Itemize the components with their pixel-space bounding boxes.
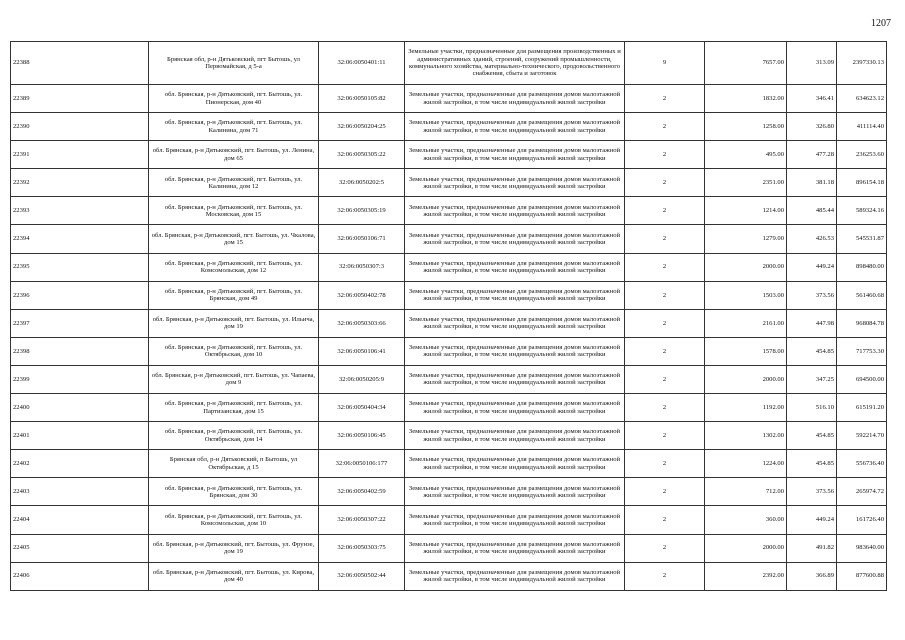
cadastral-value-cell: 411114.40 (837, 113, 887, 141)
table-row (11, 281, 887, 309)
cadastral-number-cell: 32:06:0050106:71 (319, 225, 405, 253)
cadastral-number-cell: 32:06:0050204:25 (319, 113, 405, 141)
specific-value-cell: 516.10 (787, 394, 837, 422)
permitted-use-cell: Земельные участки, предназначенные для размещения домов малоэтажной жилой застройки, в том числе индивидуальной жилой застройки (405, 169, 625, 197)
area-cell: 1503.00 (705, 281, 787, 309)
cadastral-number-cell: 32:06:0050205:9 (319, 365, 405, 393)
table-row (11, 197, 887, 225)
use-group-cell: 2 (625, 225, 705, 253)
permitted-use-cell: Земельные участки, предназначенные для размещения домов малоэтажной жилой застройки, в том числе индивидуальной жилой застройки (405, 422, 625, 450)
area-cell: 495.00 (705, 141, 787, 169)
table-row (11, 506, 887, 534)
record-number-cell: 22398 (11, 337, 149, 365)
specific-value-cell: 477.28 (787, 141, 837, 169)
cadastral-number-cell: 32:06:0050106:45 (319, 422, 405, 450)
cadastral-value-cell: 896154.18 (837, 169, 887, 197)
area-cell: 1224.00 (705, 450, 787, 478)
use-group-cell: 2 (625, 281, 705, 309)
specific-value-cell: 485.44 (787, 197, 837, 225)
address-cell: обл. Брянская, р-н Дятьковский, пгт. Бытошь, ул. Калинина, дом 71 (149, 113, 319, 141)
record-number-cell: 22406 (11, 562, 149, 590)
cadastral-value-cell: 694500.00 (837, 365, 887, 393)
table-row (11, 141, 887, 169)
cadastral-number-cell: 32:06:0050106:41 (319, 337, 405, 365)
cadastral-value-cell: 968084.78 (837, 309, 887, 337)
record-number-cell: 22389 (11, 85, 149, 113)
area-cell: 2392.00 (705, 562, 787, 590)
permitted-use-cell: Земельные участки, предназначенные для размещения домов малоэтажной жилой застройки, в том числе индивидуальной жилой застройки (405, 113, 625, 141)
area-cell: 2000.00 (705, 534, 787, 562)
table-row (11, 478, 887, 506)
area-cell: 1832.00 (705, 85, 787, 113)
address-cell: обл. Брянская, р-н Дятьковский, пгт. Бытошь, ул. Чапаева, дом 9 (149, 365, 319, 393)
table-row (11, 169, 887, 197)
cadastral-value-cell: 556736.40 (837, 450, 887, 478)
specific-value-cell: 491.82 (787, 534, 837, 562)
record-number-cell: 22399 (11, 365, 149, 393)
address-cell: обл. Брянская, р-н Дятьковский, пгт. Бытошь, ул. Партизанская, дом 15 (149, 394, 319, 422)
use-group-cell: 2 (625, 253, 705, 281)
specific-value-cell: 449.24 (787, 506, 837, 534)
permitted-use-cell: Земельные участки, предназначенные для размещения домов малоэтажной жилой застройки, в том числе индивидуальной жилой застройки (405, 394, 625, 422)
cadastral-value-cell: 592214.70 (837, 422, 887, 450)
specific-value-cell: 447.98 (787, 309, 837, 337)
cadastral-number-cell: 32:06:0050402:59 (319, 478, 405, 506)
area-cell: 1578.00 (705, 337, 787, 365)
record-number-cell: 22392 (11, 169, 149, 197)
address-cell: обл. Брянская, р-н Дятьковский, пгт. Бытошь, ул. Октябрьская, дом 14 (149, 422, 319, 450)
record-number-cell: 22405 (11, 534, 149, 562)
cadastral-value-cell: 161726.40 (837, 506, 887, 534)
specific-value-cell: 426.53 (787, 225, 837, 253)
permitted-use-cell: Земельные участки, предназначенные для размещения домов малоэтажной жилой застройки, в том числе индивидуальной жилой застройки (405, 562, 625, 590)
record-number-cell: 22388 (11, 42, 149, 85)
address-cell: обл. Брянская, р-н Дятьковский, пгт. Бытошь, ул. Ильича, дом 19 (149, 309, 319, 337)
area-cell: 1214.00 (705, 197, 787, 225)
table-row (11, 394, 887, 422)
address-cell: обл. Брянская, р-н Дятьковский, пгт. Бытошь, ул. Пионерская, дом 40 (149, 85, 319, 113)
permitted-use-cell: Земельные участки, предназначенные для размещения домов малоэтажной жилой застройки, в том числе индивидуальной жилой застройки (405, 197, 625, 225)
table-row (11, 85, 887, 113)
address-cell: обл. Брянская, р-н Дятьковский, пгт. Бытошь, ул. Чкалова, дом 15 (149, 225, 319, 253)
cadastral-value-cell: 717753.30 (837, 337, 887, 365)
record-number-cell: 22390 (11, 113, 149, 141)
use-group-cell: 2 (625, 506, 705, 534)
address-cell: обл. Брянская, р-н Дятьковский, пгт. Бытошь, ул. Фрунзе, дом 19 (149, 534, 319, 562)
cadastral-number-cell: 32:06:0050402:78 (319, 281, 405, 309)
address-cell: Брянская обл, р-н Дятьковский, п Бытошь, ул Октябрьская, д 15 (149, 450, 319, 478)
area-cell: 1279.00 (705, 225, 787, 253)
area-cell: 7657.00 (705, 42, 787, 85)
table-row (11, 253, 887, 281)
use-group-cell: 2 (625, 562, 705, 590)
area-cell: 1302.00 (705, 422, 787, 450)
use-group-cell: 2 (625, 141, 705, 169)
cadastral-value-cell: 983640.00 (837, 534, 887, 562)
record-number-cell: 22397 (11, 309, 149, 337)
cadastral-number-cell: 32:06:0050404:34 (319, 394, 405, 422)
permitted-use-cell: Земельные участки, предназначенные для размещения домов малоэтажной жилой застройки, в том числе индивидуальной жилой застройки (405, 337, 625, 365)
record-number-cell: 22391 (11, 141, 149, 169)
table-row (11, 365, 887, 393)
cadastral-value-cell: 2397330.13 (837, 42, 887, 85)
cadastral-number-cell: 32:06:0050502:44 (319, 562, 405, 590)
permitted-use-cell: Земельные участки, предназначенные для размещения домов малоэтажной жилой застройки, в том числе индивидуальной жилой застройки (405, 534, 625, 562)
cadastral-number-cell: 32:06:0050303:66 (319, 309, 405, 337)
specific-value-cell: 454.85 (787, 337, 837, 365)
record-number-cell: 22395 (11, 253, 149, 281)
specific-value-cell: 373.56 (787, 478, 837, 506)
cadastral-value-cell: 589324.16 (837, 197, 887, 225)
cadastral-number-cell: 32:06:0050307:22 (319, 506, 405, 534)
address-cell: обл. Брянская, р-н Дятьковский, пгт. Бытошь, ул. Калинина, дом 12 (149, 169, 319, 197)
cadastral-value-cell: 615191.20 (837, 394, 887, 422)
use-group-cell: 2 (625, 309, 705, 337)
record-number-cell: 22404 (11, 506, 149, 534)
use-group-cell: 2 (625, 534, 705, 562)
cadastral-number-cell: 32:06:0050307:3 (319, 253, 405, 281)
record-number-cell: 22402 (11, 450, 149, 478)
address-cell: обл. Брянская, р-н Дятьковский, пгт. Бытошь, ул. Ленина, дом 65 (149, 141, 319, 169)
permitted-use-cell: Земельные участки, предназначенные для размещения домов малоэтажной жилой застройки, в том числе индивидуальной жилой застройки (405, 85, 625, 113)
area-cell: 2351.00 (705, 169, 787, 197)
area-cell: 2000.00 (705, 365, 787, 393)
specific-value-cell: 366.89 (787, 562, 837, 590)
cadastral-value-cell: 634623.12 (837, 85, 887, 113)
address-cell: обл. Брянская, р-н Дятьковский, пгт. Бытошь, ул. Брянская, дом 49 (149, 281, 319, 309)
record-number-cell: 22394 (11, 225, 149, 253)
use-group-cell: 2 (625, 113, 705, 141)
table-body (11, 42, 887, 591)
page-number: 1207 (871, 18, 891, 29)
permitted-use-cell: Земельные участки, предназначенные для размещения домов малоэтажной жилой застройки, в том числе индивидуальной жилой застройки (405, 253, 625, 281)
cadastral-number-cell: 32:06:0050202:5 (319, 169, 405, 197)
table-row (11, 42, 887, 85)
table-row (11, 562, 887, 590)
specific-value-cell: 454.85 (787, 450, 837, 478)
cadastral-number-cell: 32:06:0050106:177 (319, 450, 405, 478)
permitted-use-cell: Земельные участки, предназначенные для размещения производственных и административных зданий, строений, сооружений промышленности, коммунального хозяйства, материально-технического, продовольственного снабжения, сбыта и заготовок (405, 42, 625, 85)
address-cell: обл. Брянская, р-н Дятьковский, пгт. Бытошь, ул. Брянская, дом 30 (149, 478, 319, 506)
record-number-cell: 22396 (11, 281, 149, 309)
permitted-use-cell: Земельные участки, предназначенные для размещения домов малоэтажной жилой застройки, в том числе индивидуальной жилой застройки (405, 281, 625, 309)
use-group-cell: 2 (625, 450, 705, 478)
use-group-cell: 2 (625, 422, 705, 450)
table-row (11, 225, 887, 253)
permitted-use-cell: Земельные участки, предназначенные для размещения домов малоэтажной жилой застройки, в том числе индивидуальной жилой застройки (405, 506, 625, 534)
cadastral-number-cell: 32:06:0050305:22 (319, 141, 405, 169)
use-group-cell: 2 (625, 197, 705, 225)
record-number-cell: 22401 (11, 422, 149, 450)
permitted-use-cell: Земельные участки, предназначенные для размещения домов малоэтажной жилой застройки, в том числе индивидуальной жилой застройки (405, 309, 625, 337)
cadastral-number-cell: 32:06:0050303:75 (319, 534, 405, 562)
permitted-use-cell: Земельные участки, предназначенные для размещения домов малоэтажной жилой застройки, в том числе индивидуальной жилой застройки (405, 478, 625, 506)
area-cell: 2000.00 (705, 253, 787, 281)
area-cell: 360.00 (705, 506, 787, 534)
cadastral-number-cell: 32:06:0050401:11 (319, 42, 405, 85)
specific-value-cell: 346.41 (787, 85, 837, 113)
record-number-cell: 22393 (11, 197, 149, 225)
cadastral-value-cell: 898480.00 (837, 253, 887, 281)
table-row (11, 534, 887, 562)
table-row (11, 337, 887, 365)
table-row (11, 450, 887, 478)
specific-value-cell: 326.80 (787, 113, 837, 141)
address-cell: обл. Брянская, р-н Дятьковский, пгт. Бытошь, ул. Московская, дом 15 (149, 197, 319, 225)
specific-value-cell: 454.85 (787, 422, 837, 450)
record-number-cell: 22400 (11, 394, 149, 422)
use-group-cell: 2 (625, 365, 705, 393)
permitted-use-cell: Земельные участки, предназначенные для размещения домов малоэтажной жилой застройки, в том числе индивидуальной жилой застройки (405, 450, 625, 478)
table-row (11, 309, 887, 337)
land-registry-table (10, 41, 887, 591)
permitted-use-cell: Земельные участки, предназначенные для размещения домов малоэтажной жилой застройки, в том числе индивидуальной жилой застройки (405, 365, 625, 393)
address-cell: обл. Брянская, р-н Дятьковский, пгт. Бытошь, ул. Комсомольская, дом 12 (149, 253, 319, 281)
use-group-cell: 9 (625, 42, 705, 85)
cadastral-value-cell: 265974.72 (837, 478, 887, 506)
cadastral-value-cell: 545531.87 (837, 225, 887, 253)
cadastral-value-cell: 236253.60 (837, 141, 887, 169)
area-cell: 1192.00 (705, 394, 787, 422)
specific-value-cell: 373.56 (787, 281, 837, 309)
permitted-use-cell: Земельные участки, предназначенные для размещения домов малоэтажной жилой застройки, в том числе индивидуальной жилой застройки (405, 225, 625, 253)
area-cell: 1258.00 (705, 113, 787, 141)
table-row (11, 422, 887, 450)
area-cell: 2161.00 (705, 309, 787, 337)
use-group-cell: 2 (625, 85, 705, 113)
specific-value-cell: 449.24 (787, 253, 837, 281)
address-cell: обл. Брянская, р-н Дятьковский, пгт. Бытошь, ул. Комсомольская, дом 10 (149, 506, 319, 534)
cadastral-number-cell: 32:06:0050305:19 (319, 197, 405, 225)
specific-value-cell: 347.25 (787, 365, 837, 393)
cadastral-value-cell: 561460.68 (837, 281, 887, 309)
address-cell: обл. Брянская, р-н Дятьковский, пгт. Бытошь, ул. Кирова, дом 40 (149, 562, 319, 590)
specific-value-cell: 313.09 (787, 42, 837, 85)
permitted-use-cell: Земельные участки, предназначенные для размещения домов малоэтажной жилой застройки, в том числе индивидуальной жилой застройки (405, 141, 625, 169)
use-group-cell: 2 (625, 478, 705, 506)
area-cell: 712.00 (705, 478, 787, 506)
specific-value-cell: 381.18 (787, 169, 837, 197)
record-number-cell: 22403 (11, 478, 149, 506)
table-row (11, 113, 887, 141)
cadastral-number-cell: 32:06:0050105:82 (319, 85, 405, 113)
cadastral-value-cell: 877600.88 (837, 562, 887, 590)
use-group-cell: 2 (625, 394, 705, 422)
use-group-cell: 2 (625, 169, 705, 197)
address-cell: Брянская обл, р-н Дятьковский, пгт Бытошь, ул Первомайская, д 5-а (149, 42, 319, 85)
use-group-cell: 2 (625, 337, 705, 365)
address-cell: обл. Брянская, р-н Дятьковский, пгт. Бытошь, ул. Октябрьская, дом 10 (149, 337, 319, 365)
